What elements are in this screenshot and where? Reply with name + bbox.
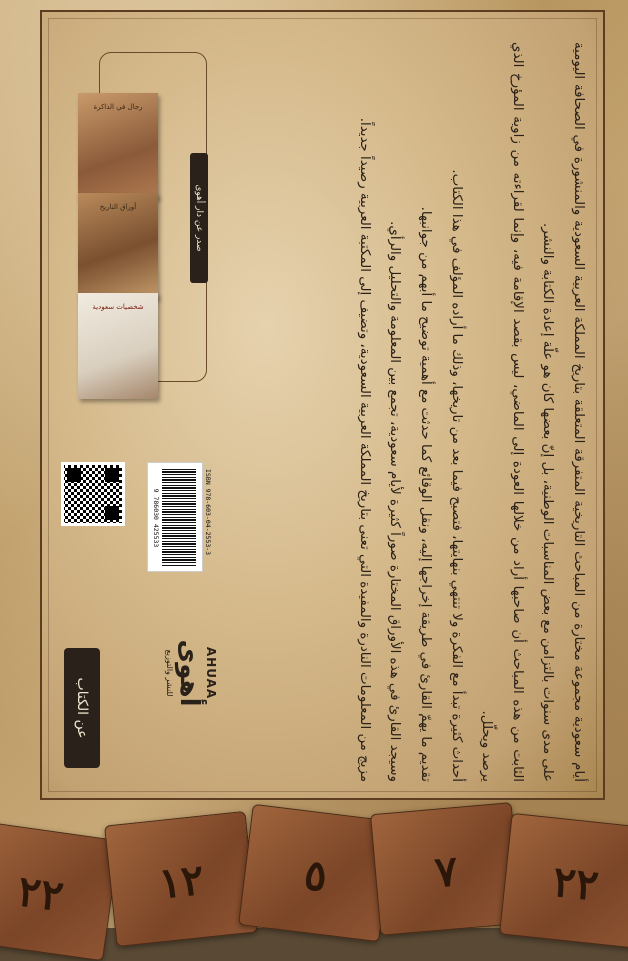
- publisher-logo-latin: AHUAA: [204, 646, 218, 700]
- publisher-logo-arabic: أهوى: [174, 639, 204, 707]
- series-title: صدر عن دار أهوى: [190, 153, 208, 283]
- calendar-tile: [499, 813, 628, 949]
- calendar-tile-number: ٧: [432, 846, 460, 897]
- barcode-bars: [162, 469, 196, 567]
- series-book-title: شخصيات سعودية: [92, 303, 144, 311]
- calendar-tile-number: ١٢: [156, 854, 207, 909]
- isbn-digits: 9 786030 425533: [152, 488, 160, 548]
- series-box: [92, 52, 207, 382]
- description-paragraph: الثابت من هذه المباحث أن صاحبها أراد من خلالها العودة إلى الماضي، ليس بقصد الإقامة فيه، وإنما لقراءته من زاوية المؤرخ الذي يرصد ويحلّل.: [479, 42, 525, 782]
- series-book-title: أوراق التاريخ: [99, 203, 137, 211]
- rotated-content: [42, 12, 603, 798]
- calendar-tile: [0, 821, 120, 961]
- series-book-cover: [78, 293, 158, 399]
- series-book-cover: [78, 93, 158, 199]
- isbn-barcode: [147, 462, 212, 572]
- publisher-logo-sub: للنشر والتوزيع: [165, 649, 174, 697]
- description-paragraph: أيام سعودية مجموعة مختارة من المباحث التاريخية المتفرقة المتعلقة بتاريخ المملكة العربية السعودية والمنشورة في الصحافة اليومية على مدى سنوات بالتزامن مع بعض المناسبات الوطنية، بل إنّ بعضها كان هو علّة إعادة الكتابة والنشر.: [540, 42, 586, 782]
- series-book-cover: [78, 193, 158, 299]
- calendar-tile-number: ٢٢: [14, 866, 67, 921]
- publisher-logo: [152, 628, 218, 718]
- description-paragraph: مزيج من المعلومات النادرة والمفيدة التي تعنى بتاريخ المملكة العربية السعودية، وتضيف إلى المكتبة العربية رصيداً جديداً.: [356, 117, 372, 782]
- description-paragraph: وسيجد القارئ في هذه الأوراق المختارة صوراً كثيرة لأيام سعودية، تجمع بين المعلومة والتحليل والرأي.: [387, 221, 403, 782]
- calendar-tile-number: ٥: [301, 849, 330, 902]
- calendar-tile: [104, 811, 258, 947]
- rotated-stage: [42, 12, 603, 798]
- isbn-label: ISBN 978-603-04-2553-3: [204, 469, 212, 556]
- description-paragraph: تقديم ما يهمّ القارئ في طريقة إخراجها إليه، ونقل الوقائع كما حدثت مع أهمية توضيح ما أبهم من جوانبها.: [418, 206, 434, 782]
- calendar-tile-number: ٢٢: [550, 856, 601, 911]
- series-book-title: رجال في الذاكرة: [93, 103, 143, 111]
- calendar-tile: [370, 802, 522, 936]
- description-paragraph: أحداث كثيرة تبدأ مع الفكرة ولا تنتهي بنهايتها، فتصبح فيما بعد من تاريخها، وذلك ما أراده المؤلف في هذا الكتاب.: [448, 169, 464, 782]
- qr-code-icon: [61, 462, 125, 526]
- about-book-tab: عن الكتاب: [64, 648, 100, 768]
